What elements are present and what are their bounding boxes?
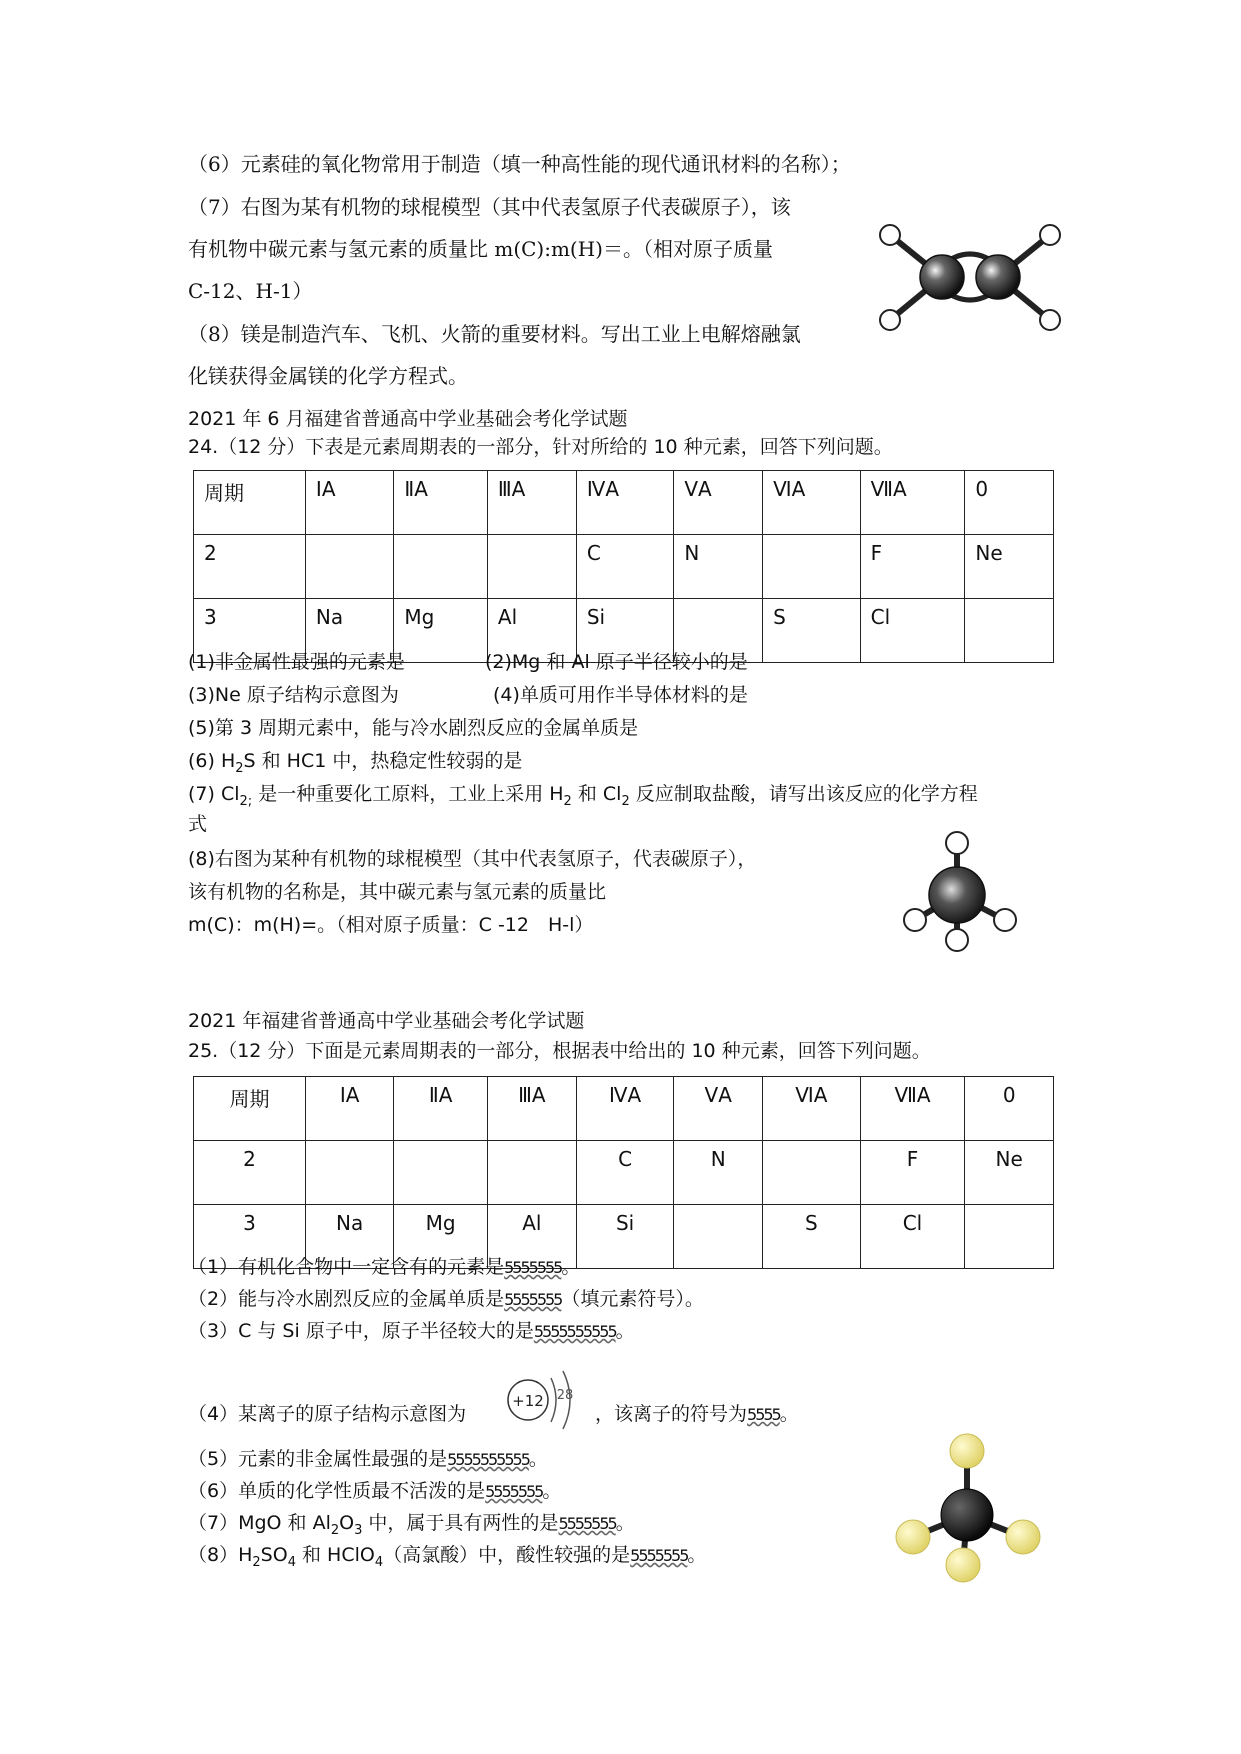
table-cell: Na [305, 1205, 393, 1269]
ion-nucleus-label: +12 [512, 1392, 544, 1410]
table-cell: F [860, 1141, 965, 1205]
table-cell: Cl [860, 599, 965, 663]
table-cell [305, 1141, 393, 1205]
table-cell [394, 535, 488, 599]
table-cell: 0 [965, 471, 1054, 535]
s3-q2: （2）能与冷水剧烈反应的金属单质是5555555（填元素符号）。 [188, 1288, 704, 1310]
ion-shells-label: 28 [556, 1388, 574, 1403]
s3-q4-suffix: ，该离子的符号为5555。 [595, 1403, 799, 1425]
table-cell [305, 535, 393, 599]
table-cell: ⅡA [394, 471, 488, 535]
s2-q7-line1: (7) $Cl_{2;}$ 是一种重要化工原料，工业上采用 $H_2$ 和 $Cl_2$ 反应制取盐酸，请写出该反应的化学方程 [188, 783, 978, 809]
table-row [194, 1141, 1054, 1205]
table-cell: 3 [194, 1205, 306, 1269]
table-cell [487, 1141, 576, 1205]
table-cell: ⅥA [763, 471, 861, 535]
q7-text-line2: 有机物中碳元素与氢元素的质量比 m(C):m(H)＝。（相对原子质量 [188, 237, 773, 261]
s2-q8-line3: m(C)：m(H)=。（相对原子质量：C -12 H-l） [188, 914, 594, 936]
s3-q3: （3）C 与 Si 原子中，原子半径较大的是5555555555。 [188, 1320, 635, 1342]
table-cell: ⅦA [860, 471, 965, 535]
s3-q6: （6）单质的化学性质最不活泼的是5555555。 [188, 1480, 562, 1502]
methane-model-image-2 [895, 1425, 1045, 1590]
table-cell: 周期 [194, 471, 306, 535]
table-cell: ⅤA [674, 1077, 763, 1141]
table-cell: Si [576, 1205, 674, 1269]
s2-q3: (3)Ne 原子结构示意图为 [188, 684, 399, 706]
table-cell: Al [487, 1205, 576, 1269]
s2-q5: (5)第 3 周期元素中，能与冷水剧烈反应的金属单质是 [188, 717, 639, 739]
table-cell: ⅠA [305, 1077, 393, 1141]
table-cell: Cl [860, 1205, 965, 1269]
table-cell: 2 [194, 1141, 306, 1205]
table-cell: ⅣA [576, 471, 674, 535]
table-row [194, 471, 1054, 535]
table-cell: N [674, 1141, 763, 1205]
table-cell: 2 [194, 535, 306, 599]
s2-q8-line2: 该有机物的名称是，其中碳元素与氢元素的质量比 [188, 881, 607, 903]
table-cell [965, 1205, 1054, 1269]
table-cell [487, 535, 576, 599]
table-cell: ⅣA [576, 1077, 674, 1141]
table-cell: ⅤA [674, 471, 763, 535]
periodic-table-1 [193, 470, 1054, 663]
section2-title: 2021 年 6 月福建省普通高中学业基础会考化学试题 [188, 408, 628, 430]
q7-text-line1: （7）右图为某有机物的球棍模型（其中代表氢原子代表碳原子），该 [188, 195, 791, 219]
table-cell: Mg [394, 1205, 488, 1269]
s3-q8: $(8)H_2SO_4$ 和 HClO$_4$（高氯酸）中，酸性较强的是5555555。 [188, 1544, 707, 1570]
table-cell: ⅥA [763, 1077, 861, 1141]
table-cell: Si [576, 599, 674, 663]
table-cell: Ne [965, 535, 1054, 599]
table-row [194, 1077, 1054, 1141]
ethylene-model-image [870, 215, 1070, 340]
table-cell: ⅢA [487, 471, 576, 535]
q8-text-line2: 化镁获得金属镁的化学方程式。 [188, 364, 468, 388]
section2-intro: 24.（12 分）下表是元素周期表的一部分，针对所给的 10 种元素，回答下列问题。 [188, 436, 893, 458]
table-row [194, 535, 1054, 599]
table-cell: ⅦA [860, 1077, 965, 1141]
table-cell: 0 [965, 1077, 1054, 1141]
s2-q1: (1)非金属性最强的元素是 [188, 651, 405, 673]
table-cell: ⅠA [305, 471, 393, 535]
s3-q5: （5）元素的非金属性最强的是5555555555。 [188, 1448, 548, 1470]
table-cell: S [763, 1205, 861, 1269]
table-cell: S [763, 599, 861, 663]
table-cell [394, 1141, 488, 1205]
table-cell: C [576, 1141, 674, 1205]
table-cell [763, 1141, 861, 1205]
table-cell: 3 [194, 599, 306, 663]
table-cell: Ne [965, 1141, 1054, 1205]
table-cell: ⅡA [394, 1077, 488, 1141]
q7-text-line3: C-12、H-1） [188, 279, 313, 303]
s2-q8-line1: (8)右图为某种有机物的球棍模型（其中代表氢原子，代表碳原子）， [188, 848, 757, 870]
table-cell: Na [305, 599, 393, 663]
ion-structure-diagram [503, 1363, 585, 1433]
s2-q2: (2)Mg 和 Al 原子半径较小的是 [485, 651, 748, 673]
s3-q7: （7）MgO 和 $Al_2O_3$ 中，属于具有两性的是5555555。 [188, 1512, 635, 1538]
s2-q4: (4)单质可用作半导体材料的是 [493, 684, 748, 706]
s3-q4-prefix: （4）某离子的原子结构示意图为 [188, 1403, 467, 1425]
table-cell [763, 535, 861, 599]
s2-q7-line2: 式 [188, 813, 208, 835]
methane-model-image-1 [895, 825, 1030, 955]
table-cell: ⅢA [487, 1077, 576, 1141]
table-cell: Al [487, 599, 576, 663]
table-cell [674, 1205, 763, 1269]
table-cell: Mg [394, 599, 488, 663]
q8-text-line1: （8）镁是制造汽车、飞机、火箭的重要材料。写出工业上电解熔融氯 [188, 322, 801, 346]
q6-text: （6）元素硅的氧化物常用于制造（填一种高性能的现代通讯材料的名称）； [188, 152, 851, 176]
table-cell: F [860, 535, 965, 599]
section3-intro: 25.（12 分）下面是元素周期表的一部分，根据表中给出的 10 种元素，回答下列问题。 [188, 1040, 931, 1062]
section3-title: 2021 年福建省普通高中学业基础会考化学试题 [188, 1010, 585, 1032]
periodic-table-2 [193, 1076, 1054, 1269]
s2-q6: (6) $H_2S$ 和 HC1 中，热稳定性较弱的是 [188, 750, 523, 776]
table-cell: 周期 [194, 1077, 306, 1141]
table-cell: C [576, 535, 674, 599]
s3-q1: （1）有机化合物中一定含有的元素是5555555。 [188, 1256, 581, 1278]
table-cell [965, 599, 1054, 663]
table-cell: N [674, 535, 763, 599]
